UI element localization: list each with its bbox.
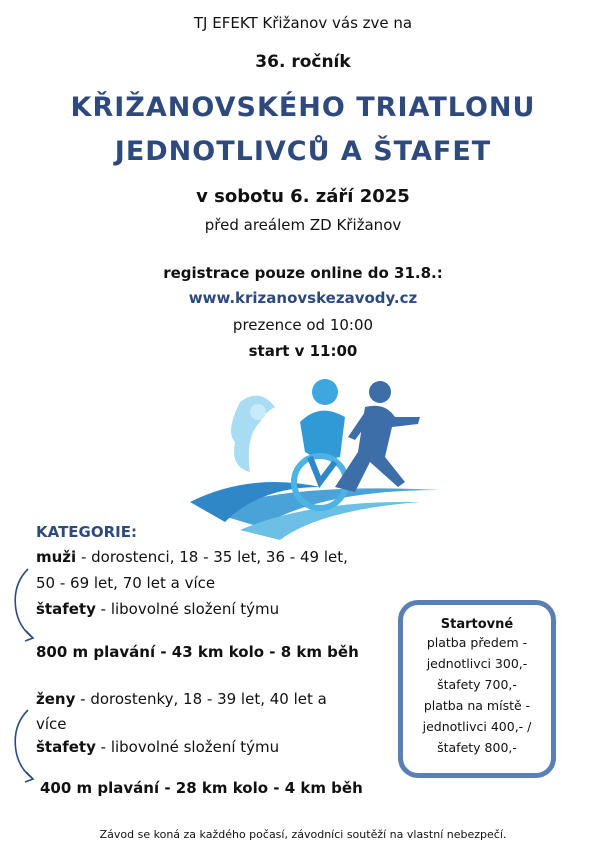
event-place: před areálem ZD Křižanov: [204, 216, 402, 234]
presence-time: prezence od 10:00: [232, 316, 374, 334]
men-distance: 800 m plavání - 43 km kolo - 8 km běh: [36, 643, 359, 661]
triathlon-logo-icon: [170, 362, 450, 542]
footer-note: Závod se koná za každého počasí, závodníci soutěží na vlastní nebezpečí.: [99, 828, 507, 841]
men-text-1: - dorostenci, 18 - 35 let, 36 - 49 let,: [76, 548, 348, 566]
start-time: start v 11:00: [248, 342, 358, 360]
event-date: v sobotu 6. září 2025: [196, 186, 410, 207]
women-category-line-1: [36, 690, 327, 708]
title-line-2: JEDNOTLIVCŮ A ŠTAFET: [114, 136, 492, 167]
fee-line: jednotlivci 300,-: [426, 656, 528, 671]
women-distance: 400 m plavání - 28 km kolo - 4 km běh: [40, 779, 363, 797]
title-line-1: KŘIŽANOVSKÉHO TRIATLONU: [70, 92, 536, 123]
relay-label-women: štafety: [36, 738, 96, 756]
curved-arrow-icon: [12, 706, 38, 786]
women-category-line-2: více: [36, 715, 67, 733]
fee-line: platba předem -: [426, 635, 528, 650]
women-label: ženy: [36, 690, 76, 708]
fee-box: [398, 600, 556, 778]
fee-line: platba na místě -: [423, 698, 531, 713]
fee-title: Startovné: [440, 617, 514, 632]
men-category-line-1: [36, 548, 348, 566]
fee-line: jednotlivci 400,- /: [422, 719, 532, 734]
men-relay-line: [36, 600, 279, 618]
website-link[interactable]: www.krizanovskezavody.cz: [188, 289, 418, 307]
curved-arrow-icon: [12, 565, 38, 645]
men-category-line-2: 50 - 69 let, 70 let a více: [36, 574, 216, 592]
relay-text-women: - libovolné složení týmu: [95, 738, 280, 756]
women-text-1: - dorostenky, 18 - 39 let, 40 let a: [75, 690, 327, 708]
registration-text: registrace pouze online do 31.8.:: [163, 264, 443, 282]
fee-line: štafety 700,-: [437, 677, 517, 692]
categories-heading: KATEGORIE:: [36, 523, 137, 541]
men-label: muži: [36, 548, 77, 566]
relay-text: - libovolné složení týmu: [95, 600, 280, 618]
women-relay-line: [36, 738, 279, 756]
edition: 36. ročník: [255, 52, 351, 72]
relay-label: štafety: [36, 600, 96, 618]
intro-text: TJ EFEKT Křižanov vás zve na: [193, 14, 413, 32]
fee-line: štafety 800,-: [437, 740, 517, 755]
